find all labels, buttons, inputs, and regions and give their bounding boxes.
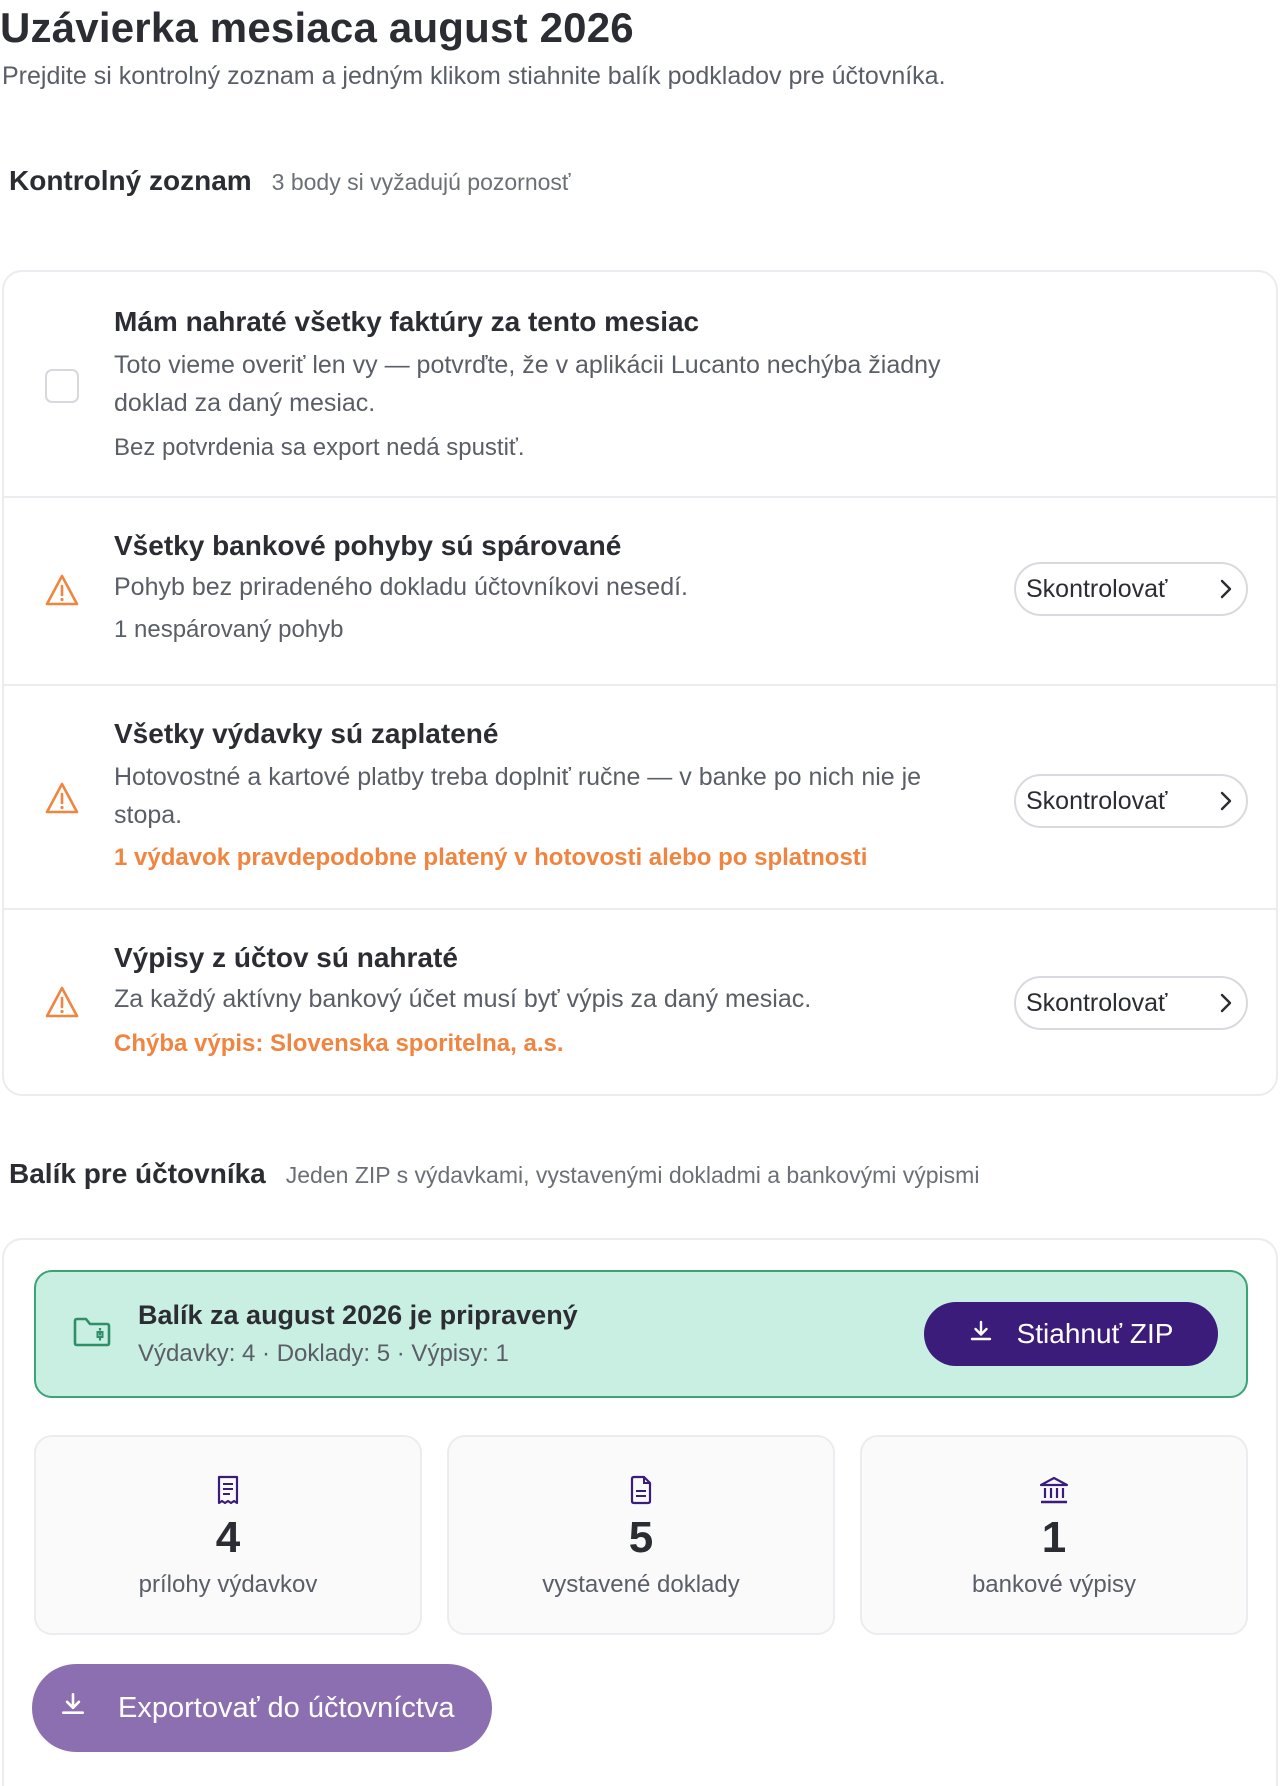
package-summary: Jeden ZIP s výdavkami, vystavenými dokladmi a bankovými výpismi <box>285 1162 980 1188</box>
item-description: Toto vieme overiť len vy — potvrďte, že v aplikácii Lucanto nechýba žiadny doklad za daný mesiac. <box>114 351 941 417</box>
package-header <box>9 1158 979 1190</box>
download-icon <box>60 1691 86 1725</box>
invoices-checkbox[interactable] <box>44 368 80 404</box>
stat-card-issued-documents <box>447 1435 835 1635</box>
item-description: Hotovostné a kartové platby treba doplniť ručne — v banke po nich nie je stopa. <box>114 763 922 829</box>
stat-label: prílohy výdavkov <box>138 1571 318 1598</box>
item-title: Všetky bankové pohyby sú spárované <box>114 530 622 561</box>
download-zip-label: Stiahnuť ZIP <box>1016 1318 1174 1349</box>
button-label: Skontrolovať <box>1026 786 1168 815</box>
item-warning-note: 1 výdavok pravdepodobne platený v hotovosti alebo po splatnosti <box>114 844 868 871</box>
checklist-heading: Kontrolný zoznam <box>9 165 252 196</box>
page-subtitle: Prejdite si kontrolný zoznam a jedným klikom stiahnite balík podkladov pre účtovníka. <box>2 62 946 90</box>
check-statements-button[interactable] <box>1014 976 1248 1030</box>
chevron-right-icon <box>1206 993 1246 1013</box>
stat-value: 4 <box>215 1513 241 1562</box>
checklist-item-invoices <box>4 272 1276 496</box>
package-ready-banner <box>34 1270 1248 1398</box>
receipt-icon <box>36 1475 420 1505</box>
warning-icon <box>44 780 80 816</box>
item-description: Za každý aktívny bankový účet musí byť výpis za daný mesiac. <box>114 985 812 1013</box>
stat-card-bank-statements <box>860 1435 1248 1635</box>
checklist-header <box>9 165 571 197</box>
item-title: Všetky výdavky sú zaplatené <box>114 718 499 749</box>
package-ready-title: Balík za august 2026 je pripravený <box>138 1300 578 1330</box>
export-label: Exportovať do účtovníctva <box>118 1691 455 1724</box>
item-note: Bez potvrdenia sa export nedá spustiť. <box>114 434 525 461</box>
checklist-item-statements <box>4 908 1276 1096</box>
chevron-right-icon <box>1206 791 1246 811</box>
check-bank-movements-button[interactable] <box>1014 562 1248 616</box>
document-icon <box>449 1475 833 1505</box>
button-label: Skontrolovať <box>1026 574 1168 603</box>
stat-value: 5 <box>628 1513 654 1562</box>
stat-label: vystavené doklady <box>542 1571 740 1598</box>
package-ready-counts: Výdavky: 4 · Doklady: 5 · Výpisy: 1 <box>138 1340 509 1367</box>
checklist-item-bank-movements <box>4 496 1276 684</box>
checklist-item-expenses-paid <box>4 684 1276 908</box>
item-warning-note: Chýba výpis: Slovenska sporitelna, a.s. <box>114 1030 564 1057</box>
item-title: Mám nahraté všetky faktúry za tento mesiac <box>114 306 700 337</box>
checkbox-box[interactable] <box>45 369 79 403</box>
bank-icon <box>862 1475 1246 1505</box>
zip-folder-icon <box>72 1316 112 1353</box>
button-label: Skontrolovať <box>1026 988 1168 1017</box>
warning-icon <box>44 984 80 1020</box>
download-icon <box>969 1318 993 1350</box>
item-title: Výpisy z účtov sú nahraté <box>114 942 458 973</box>
checklist-card <box>2 270 1278 1096</box>
page-title: Uzávierka mesiaca august 2026 <box>0 4 634 51</box>
warning-icon <box>44 572 80 608</box>
check-expenses-button[interactable] <box>1014 774 1248 828</box>
item-note: 1 nespárovaný pohyb <box>114 616 344 643</box>
stat-card-expense-attachments <box>34 1435 422 1635</box>
package-heading: Balík pre účtovníka <box>9 1158 266 1189</box>
export-to-accounting-button[interactable] <box>32 1664 492 1752</box>
stat-value: 1 <box>1041 1513 1067 1562</box>
download-zip-button[interactable] <box>924 1302 1218 1366</box>
checklist-summary: 3 body si vyžadujú pozornosť <box>271 169 571 195</box>
stat-label: bankové výpisy <box>971 1571 1137 1598</box>
item-description: Pohyb bez priradeného dokladu účtovníkovi nesedí. <box>114 573 688 601</box>
chevron-right-icon <box>1206 579 1246 599</box>
